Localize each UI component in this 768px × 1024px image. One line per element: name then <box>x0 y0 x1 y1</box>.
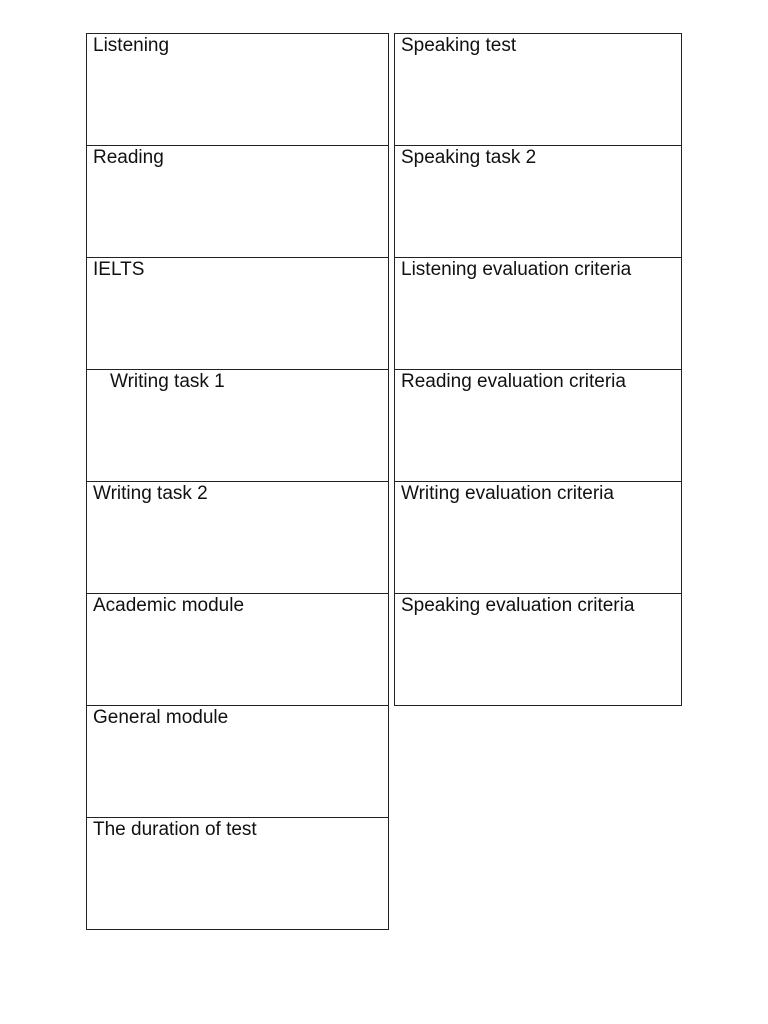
cell-label: General module <box>93 707 229 728</box>
cell-label: Writing evaluation criteria <box>401 483 614 504</box>
cell-label: Speaking task 2 <box>401 147 537 168</box>
cell-label: Academic module <box>93 595 245 616</box>
cell-label: Writing task 2 <box>93 483 208 504</box>
table-row <box>395 146 682 258</box>
topic-cell <box>87 482 389 594</box>
topic-cell <box>87 34 389 146</box>
table-row <box>395 482 682 594</box>
topic-cell <box>87 370 389 482</box>
table-row <box>395 34 682 146</box>
topic-cell <box>395 594 682 706</box>
table-row <box>87 706 389 818</box>
table-row <box>87 482 389 594</box>
topic-cell <box>87 706 389 818</box>
cell-label: Reading <box>93 147 164 168</box>
cell-label: The duration of test <box>93 819 257 840</box>
table-row <box>395 594 682 706</box>
table-row <box>87 34 389 146</box>
cell-label: Reading evaluation criteria <box>401 371 626 392</box>
table-row <box>87 594 389 706</box>
table-row <box>87 818 389 930</box>
topic-cell <box>395 34 682 146</box>
cell-label: Speaking evaluation criteria <box>401 595 635 616</box>
topic-cell <box>87 594 389 706</box>
topic-cell <box>87 146 389 258</box>
cell-label: Listening evaluation criteria <box>401 259 632 280</box>
cell-label: IELTS <box>93 259 145 280</box>
topic-cell <box>87 258 389 370</box>
table-row <box>395 370 682 482</box>
topic-cell <box>395 370 682 482</box>
topic-cell <box>395 146 682 258</box>
topic-cell <box>395 258 682 370</box>
topic-cell <box>395 482 682 594</box>
table-row <box>87 370 389 482</box>
cell-label: Writing task 1 <box>110 371 225 392</box>
table-row <box>87 146 389 258</box>
table-row <box>395 258 682 370</box>
left-topic-table <box>86 33 389 930</box>
topic-cell <box>87 818 389 930</box>
right-topic-table <box>394 33 682 706</box>
cell-label: Listening <box>93 35 170 56</box>
table-row <box>87 258 389 370</box>
cell-label: Speaking test <box>401 35 517 56</box>
